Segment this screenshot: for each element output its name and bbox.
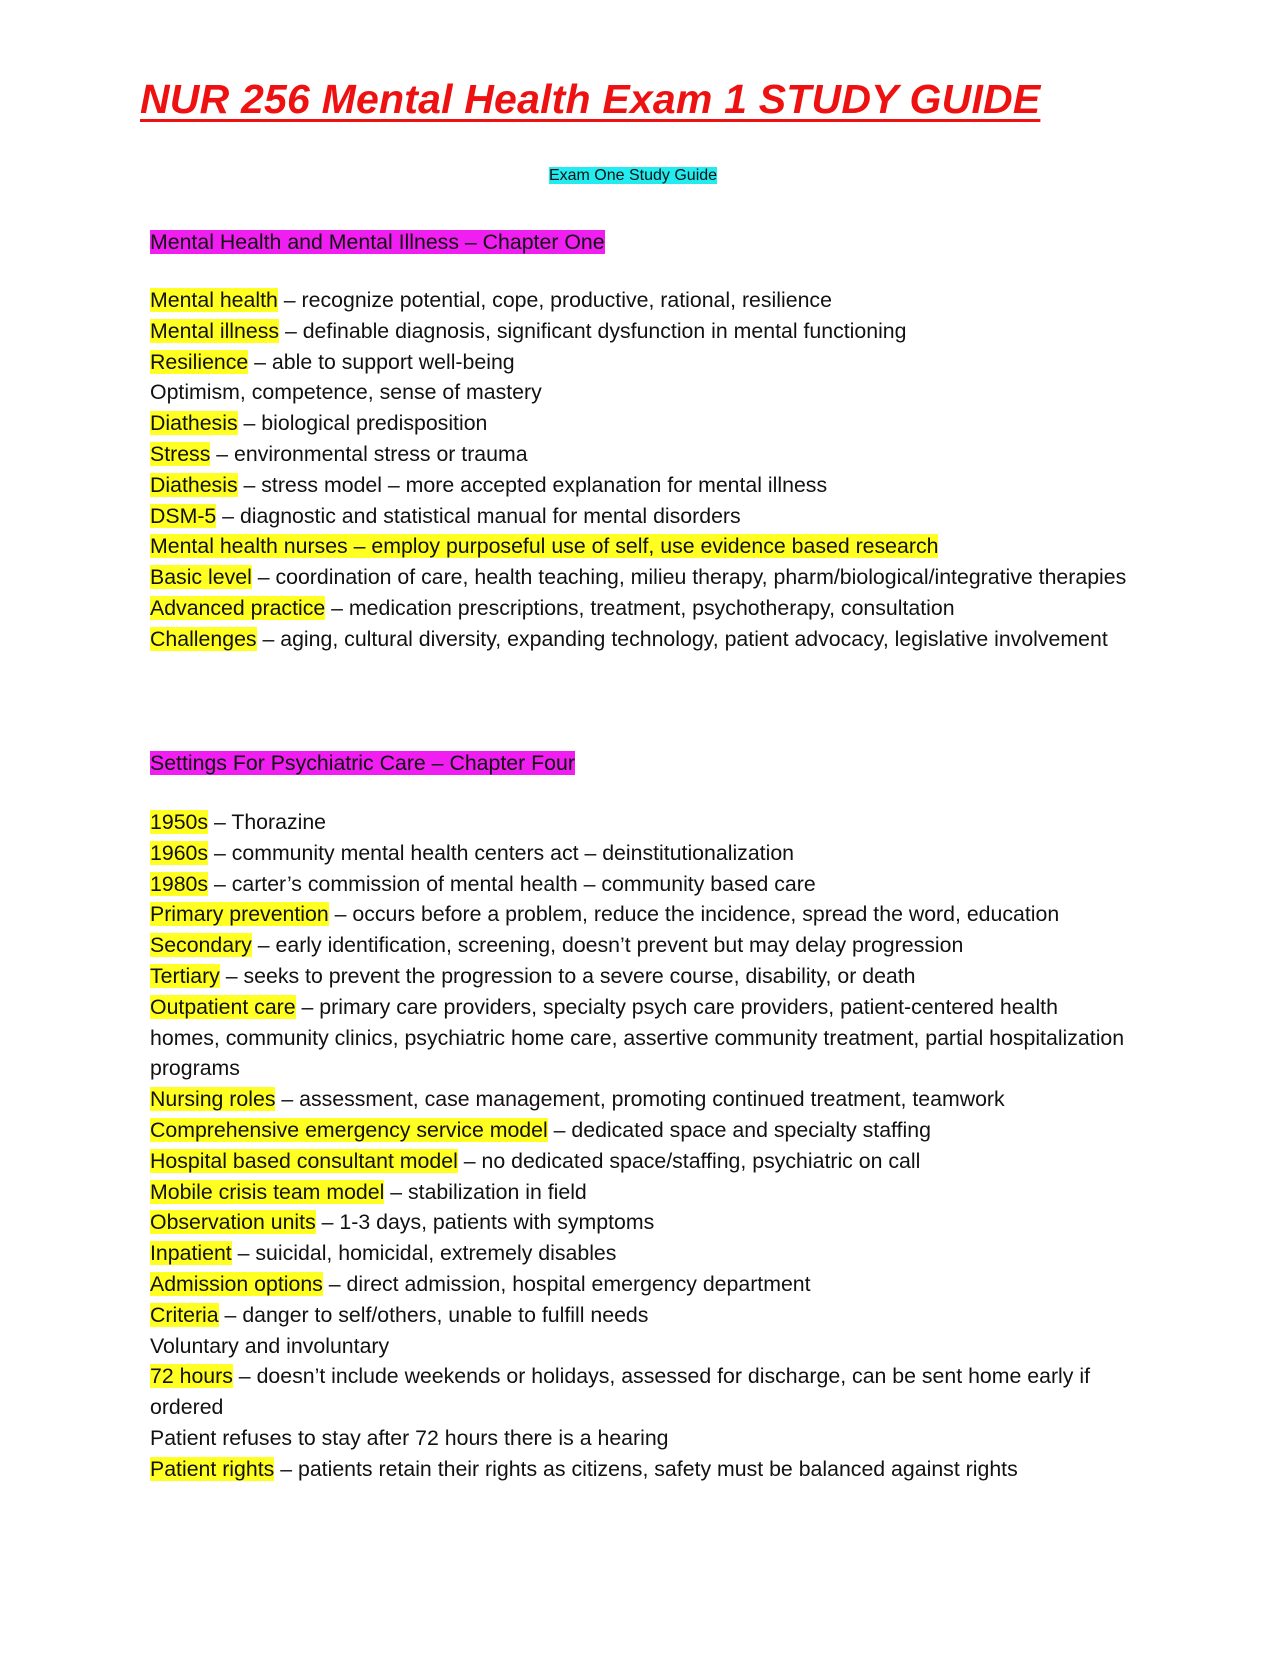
document-subtitle: Exam One Study Guide	[548, 167, 718, 184]
entry-hospital-consultant-model: Hospital based consultant model – no dedicated space/staffing, psychiatric on call	[150, 1148, 921, 1173]
section-heading-chapter-one: Mental Health and Mental Illness – Chapter One	[150, 230, 605, 254]
entry-optimism: Optimism, competence, sense of mastery	[150, 380, 542, 405]
entry-1980s: 1980s – carter’s commission of mental health – community based care	[150, 871, 816, 896]
entry-mental-health: Mental health – recognize potential, cope, productive, rational, resilience	[150, 288, 832, 312]
subtitle-row	[0, 167, 1266, 185]
entry-dsm-5: DSM-5 – diagnostic and statistical manual for mental disorders	[150, 503, 741, 528]
entry-tertiary: Tertiary – seeks to prevent the progression to a severe course, disability, or death	[150, 963, 916, 988]
entry-diathesis-stress-model: Diathesis – stress model – more accepted explanation for mental illness	[150, 472, 828, 497]
entry-outpatient-care: Outpatient care – primary care providers, specialty psych care providers, patient-centered health homes, community clinics, psychiatric home care, assertive community treatment, partial hospitalization programs	[150, 994, 1125, 1081]
entry-patient-rights: Patient rights – patients retain their rights as citizens, safety must be balanced against rights	[150, 1456, 1018, 1481]
entry-mobile-crisis-model: Mobile crisis team model – stabilization in field	[150, 1179, 587, 1204]
entry-resilience: Resilience – able to support well-being	[150, 349, 515, 374]
document-title: NUR 256 Mental Health Exam 1 STUDY GUIDE	[140, 76, 1041, 122]
entry-mental-health-nurses: Mental health nurses – employ purposeful use of self, use evidence based research	[150, 534, 939, 559]
entry-admission-options: Admission options – direct admission, hospital emergency department	[150, 1271, 811, 1296]
section-body-chapter-four	[150, 807, 1132, 1485]
entry-1950s: 1950s – Thorazine	[150, 810, 327, 834]
entry-observation-units: Observation units – 1-3 days, patients with symptoms	[150, 1210, 655, 1235]
entry-72-hours: 72 hours – doesn’t include weekends or holidays, assessed for discharge, can be sent home early if ordered	[150, 1364, 1090, 1420]
entry-1960s: 1960s – community mental health centers act – deinstitutionalization	[150, 840, 795, 865]
entry-primary-prevention: Primary prevention – occurs before a problem, reduce the incidence, spread the word, education	[150, 902, 1060, 927]
section-heading-chapter-four: Settings For Psychiatric Care – Chapter Four	[150, 751, 575, 775]
entry-secondary: Secondary – early identification, screening, doesn’t prevent but may delay progression	[150, 933, 964, 958]
entry-basic-level: Basic level – coordination of care, health teaching, milieu therapy, pharm/biological/integrative therapies	[150, 565, 1127, 590]
entry-voluntary-involuntary: Voluntary and involuntary	[150, 1333, 390, 1358]
entry-nursing-roles: Nursing roles – assessment, case management, promoting continued treatment, teamwork	[150, 1087, 1005, 1112]
entry-comprehensive-emergency-model: Comprehensive emergency service model – dedicated space and specialty staffing	[150, 1117, 931, 1142]
entry-inpatient: Inpatient – suicidal, homicidal, extremely disables	[150, 1241, 617, 1266]
section-body-chapter-one	[150, 285, 1132, 655]
entry-diathesis: Diathesis – biological predisposition	[150, 411, 488, 436]
entry-mental-illness: Mental illness – definable diagnosis, significant dysfunction in mental functioning	[150, 318, 907, 343]
entry-hearing: Patient refuses to stay after 72 hours there is a hearing	[150, 1425, 669, 1450]
entry-stress: Stress – environmental stress or trauma	[150, 441, 528, 466]
entry-challenges: Challenges – aging, cultural diversity, expanding technology, patient advocacy, legislative involvement	[150, 626, 1108, 651]
entry-advanced-practice: Advanced practice – medication prescriptions, treatment, psychotherapy, consultation	[150, 595, 955, 620]
entry-criteria: Criteria – danger to self/others, unable to fulfill needs	[150, 1302, 649, 1327]
